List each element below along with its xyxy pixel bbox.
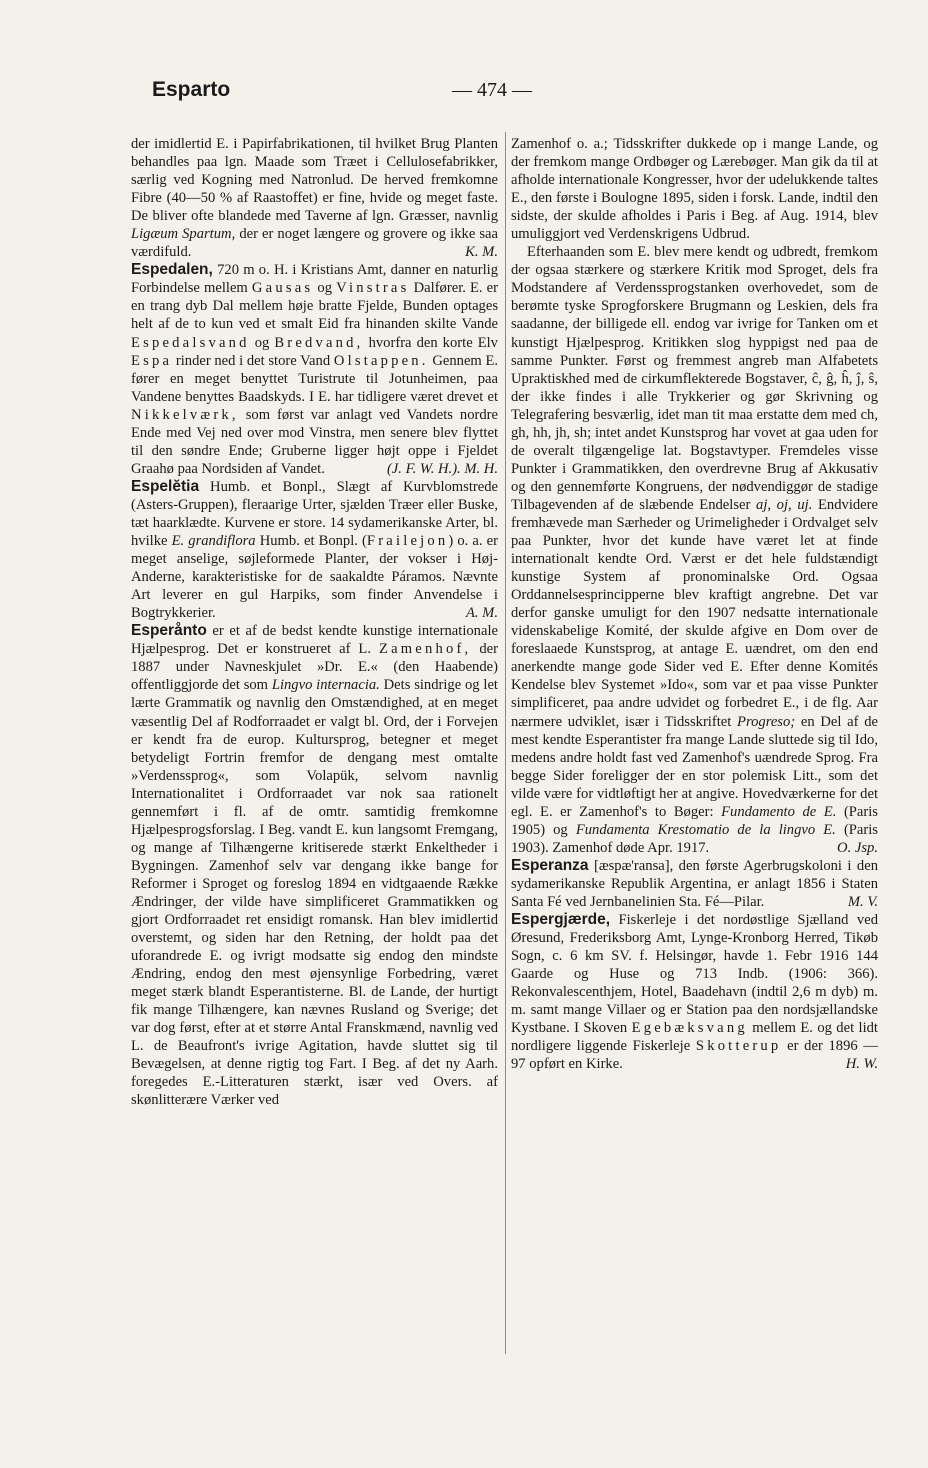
body-text: Endvidere fremhævede man Særheder og Urimeligheder i Ordvalget selv paa Punkter, hvor det kunde have været let at finde internationalt kendte Ord. Værst er det hele fuldstændigt kunstige System af pronominalske Ord. Ogsaa Orddannelsesprincipperne blev kraftigt angrebne. Det var derfor ganske umuligt for den 1907 nedsatte internationale videnskabelige Komité, der skulde afgive en Dom over de foreslaaede Kunstsprog, at antage E. uændret, om den end anerkendte mange gode Sider ved E. Efter denne Komités Kendelse blev Systemet »Ido«, som var et paa visse Punkter simplificeret, paa andre udvidet og forbedret E., i de flg. Aar nærmere udviklet, især i Tidsskriftet	[511, 496, 878, 730]
body-text: er et af de bedst kendte kunstige internationale Hjælpesprog. Det er konstrueret af L.	[131, 623, 498, 658]
running-header	[152, 78, 792, 108]
body-text: Humb. et Bonpl., Slægt af Kurvblomstrede (Asters-Gruppen), fleraarige Urter, sjælden Træer eller Buske, tæt haarklædte. Kurvene er store. 14 sydamerikanske Arter, bl. hvilke	[131, 478, 498, 550]
body-text: der 1887 under Navneskjulet »Dr. E.« (den Haabende) offentliggjorde det som	[131, 641, 498, 694]
entry-espeletia	[131, 478, 498, 622]
body-text: rinder ned i det store Vand	[175, 352, 331, 369]
author-signature: O. Jsp.	[837, 839, 878, 856]
spaced-name: Nikkelværk,	[131, 406, 239, 423]
spaced-name: Espa	[131, 352, 173, 369]
body-text: Zamenhof o. a.; Tidsskrifter dukkede op i mange Lande, og der fremkom mange Ordbøger og Lærebøger. Man gik da til at afholde internationale Kongresser, hvor der udelukkende taltes E., den første i Boulogne 1895, siden i forsk. Lande, indtil den sidste, der skulde afholdes i Paris i Beg. af Aug. 1914, blev umuliggjort ved Verdenskrigens Udbrud.	[511, 136, 878, 243]
entry-headword: Espelĕtia	[131, 477, 200, 495]
spaced-name: Bredvand,	[274, 334, 364, 351]
body-text: en Del af de mest kendte Esperantister fra mange Lande sluttede sig til Ido, medens andre holdt fast ved Zamenhof's uændrede Sprog. Fra begge Sider foreligger der en stor polemisk Litt., som det vilde være for vidtløftigt her at angive. Hovedværkerne for det egl. E. er Zamenhof's to Bøger:	[511, 713, 879, 820]
body-text: [æspæ'ransa], den første Agerbrugskoloni i den sydamerikanske Republik Argentina, er anlagt 1856 i Staten Santa Fé ved Jernbanelinien Sta. Fé—Pilar.	[511, 857, 878, 910]
body-text: som først var anlagt ved Vandets nordre Ende med Vej ned over mod Vinstra, men senere blev flyttet til den søndre Ende; Gruberne ligger højt oppe i Fjeldet Graahø paa Nordsiden af Vandet.	[131, 406, 498, 477]
spaced-name: Frailejon	[366, 533, 449, 550]
entry-headword: Esperånto	[131, 622, 207, 640]
column-divider	[505, 132, 506, 1354]
author-signature: H. W.	[845, 1056, 878, 1073]
author-signature: K. M.	[465, 244, 498, 261]
entry-headword: Espergjærde,	[511, 911, 611, 929]
italic-term: Fundamento de E.	[721, 803, 837, 820]
body-text: hvorfra den korte Elv	[368, 334, 498, 351]
body-text: (Paris 1903). Zamenhof døde Apr. 1917.	[511, 821, 878, 856]
body-text: Fiskerleje i det nordøstlige Sjælland ved Øresund, Frederiksborg Amt, Lynge-Kronborg Herred, Tikøb Sogn, c. 6 km SV. f. Helsingør, havde 1. Febr 1916 144 Gaarde og Huse og 713 Indb. (1906: 366). Rekonvalescenthjem, Hotel, Baadehavn (indtil 2,6 m dyb) m. m. samt mange Villaer og er Station paa den nordsjællandske Kystbane. I Skoven	[511, 912, 878, 1037]
body-text: (Paris 1905) og	[511, 803, 878, 838]
body-text: der imidlertid E. i Papirfabrikationen, til hvilket Brug Planten behandles paa lgn. Maade som Træet i Cellulosefabrikker, særlig ved Kogning med Natronlud. De herved fremkomne Fibre (40—50 % af Raastoffet) er fine, hvide og meget faste. De bliver ofte blandede med Taverne af lgn. Græsser, navnlig	[131, 136, 498, 225]
body-text: Efterhaanden som E. blev mere kendt og udbredt, fremkom der ogsaa stærkere og stærkere Kritik mod Sproget, dels fra Modstandere af Verdenssprogstanken overhovedet, som de berømte tyske Sprogforskere Brugmann og Leskien, dels fra saadanne, der billigede ell. endog var ivrige for Tanken om et kunstigt Hjælpesprog. Kritikken slog hyppigst ned paa de samme Punkter. Først og fremmest angreb man Alfabetets Upraktiskhed med de cirkumflekterede Bogstaver, ĉ, ĝ, ĥ, ĵ, ŝ, der ikke findes i alle Trykkerier og gør Skrivning og Telegrafering besværlig, idet man tit maa erstatte dem med ch, gh, hh, jh, sh; intet andet Kunstsprog har vovet at gaa uden for de overalt tilgængelige lat. Bogstavtyper. Fremdeles visse Punkter i Grammatikken, den overdrevne Brug af Akkusativ og den gennemførte Kongruens, der nødvendiggør de stadige Tilbagevenden af de slæbende Endelser	[511, 244, 878, 513]
italic-term: Lingvo internacia.	[271, 677, 380, 694]
spaced-name: Olstappen.	[333, 352, 429, 369]
body-text: Humb. et Bonpl. (	[259, 533, 367, 550]
page-number: — 474 —	[452, 79, 532, 101]
body-text: Dets sindrige og let lærte Grammatik og navnlig den Omstændighed, at en meget væsentlig Del af Rodforraadet er valgt bl. Ord, der i Forvejen er kendt fra de europ. Kultursprog, betegner et meget betydeligt Fortrin fremfor de dengang mest omtalte »Verdenssprog«, som Volapük, selvom navnlig Internationalitet i Ordforraadet var nok saa rationelt gennemført i fl. af de omtr. samtidig fremkomne Hjælpesprogsforslag. I Beg. vandt E. kun langsomt Fremgang, og mange af Tilhængerne kritiserede stærkt Enkeltheder i Bygningen. Zamenhof selv var dengang ikke bange for Reformer i Sproget og foreslog 1894 en vidtgaaende Række Ændringer, der vilde have simplificeret Grammatikken og gjort Ordforraadet ret ensidigt romansk. Han blev imidlertid overstemt, og siden har den Retning, der holdt paa det uforandrede E. og ivrigt modsatte sig endog den mindste Ændring, endog den mest øjensynlige Forbedring, været meget stærk blandt Esperantisterne. Bl. de Lande, der hurtigt fik mange Tilhængere, kan nævnes Rusland og Sverige; det var dog først, efter at et større Antal Franskmænd, navnlig ved L. de Beaufront's ivrige Agitation, havde sluttet sig til Bevægelsen, at denne rigtig tog Fart. I Beg. af det ny Aarh. foregedes E.-Litteraturen stærkt, især ved Overs. af skønlitterære Værker ved	[131, 677, 498, 1109]
running-head-title: Esparto	[152, 78, 231, 101]
spaced-name: Skotterup	[695, 1038, 782, 1055]
entry-esparto-continuation	[131, 135, 498, 261]
body-text: ) o. a. er meget anselige, søjleformede Planter, der vokser i Høj-Anderne, karakteristiske for de saakaldte Páramos. Nævnte Art leverer en gul Harpiks, som finder Anvendelse i Bogtrykkerier.	[131, 533, 499, 622]
right-column	[511, 135, 878, 1073]
body-text: der er noget længere og grovere og ikke saa værdifuld.	[131, 226, 499, 261]
left-column	[131, 135, 498, 1110]
italic-term: E. grandiflora	[171, 533, 256, 550]
entry-espedalen	[131, 261, 498, 478]
spaced-name: Vinstras	[336, 280, 410, 297]
body-text: og	[254, 334, 270, 351]
body-text: er der 1896 —97 opført en Kirke.	[511, 1038, 878, 1073]
author-signature: A. M.	[465, 605, 498, 622]
author-signature: M. V.	[847, 893, 878, 910]
italic-term: aj, oj, uj.	[756, 496, 813, 513]
italic-term: Ligæum Spartum,	[131, 226, 236, 243]
spaced-name: Gausas	[251, 280, 314, 297]
spaced-name: Zamenhof,	[378, 641, 472, 658]
entry-headword: Esperanza	[511, 856, 589, 874]
body-text: Gennem E. fører en meget benyttet Turistrute til Jotunheimen, paa Vandene benyttes Baadskyds. I E. har tidligere været drevet et	[131, 352, 499, 405]
entry-headword: Espedalen,	[131, 261, 213, 279]
entry-esperanto	[131, 622, 498, 1109]
author-signature: (J. F. W. H.). M. H.	[386, 460, 498, 477]
body-text: og	[317, 280, 332, 297]
entry-esperanza	[511, 857, 878, 911]
body-text: Dalfører. E. er en trang dyb Dal mellem høje bratte Fjelde, Bunden optages helt af de to kun ved et smalt Eid fra hinanden skilte Vande	[131, 280, 499, 333]
italic-term: Progreso;	[737, 713, 796, 730]
spaced-name: Egebæksvang	[631, 1020, 748, 1037]
entry-espergjaerde	[511, 911, 878, 1073]
body-text: 720 m o. H. i Kristians Amt, danner en naturlig Forbindelse mellem	[131, 262, 499, 297]
entry-esperanto-continuation	[511, 135, 878, 243]
esperanto-criticism-paragraph	[511, 243, 878, 857]
italic-term: Fundamenta Krestomatio de la lingvo E.	[575, 821, 836, 838]
body-text: mellem E. og det lidt nordligere liggende Fiskerleje	[511, 1020, 878, 1055]
spaced-name: Espedalsvand	[131, 334, 250, 351]
